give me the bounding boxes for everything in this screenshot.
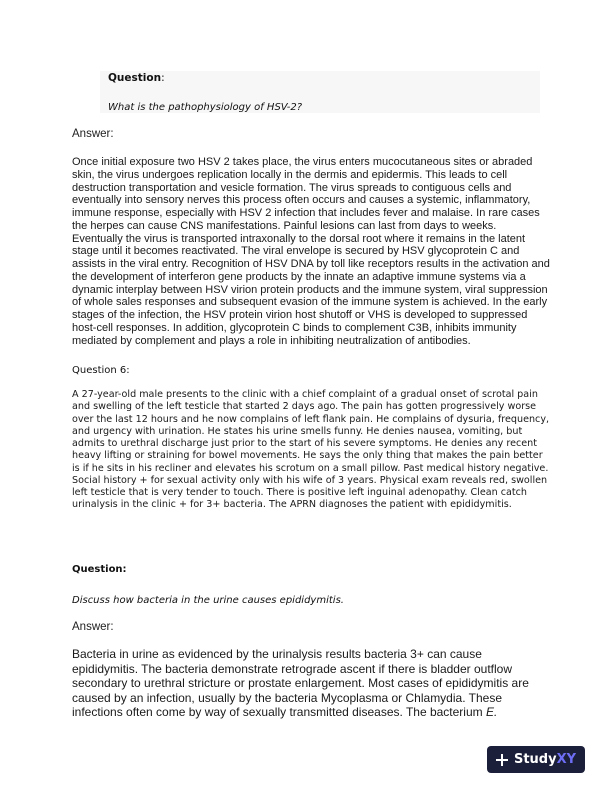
- question-text: What is the pathophysiology of HSV-2?: [108, 102, 303, 113]
- question-2-label: Question:: [72, 564, 127, 575]
- answer-label: Answer:: [72, 128, 114, 140]
- case-description: A 27-year-old male presents to the clinic with a chief complaint of a gradual onset of scrotal pain and swelling of the left testicle that started 2 days ago. The pain has gotten progressively worse over the last 12 hours and he now complains of left flank pain. He complains of dysuria, frequency, and urgency with urination. He states his urine smells funny. He denies nausea, vomiting, but admits to urethral discharge just prior to the start of his severe symptoms. He denies any recent heavy lifting or straining for bowel movements. He says the only thing that makes the pain better is if he sits in his recliner and elevates his scrotum on a small pillow. Past medical history negative. Social history + for sexual activity only with his wife of 3 years. Physical exam reveals red, swollen left testicle that is very tender to touch. There is positive left inguinal adenopathy. Clean catch urinalysis in the clinic + for 3+ bacteria. The APRN diagnoses the patient with epididymitis.: [72, 389, 550, 511]
- answer-2-text: Bacteria in urine as evidenced by the urinalysis results bacteria 3+ can cause epididymitis. The bacteria demonstrate retrograde ascent if there is bladder outflow secondary to urethral stricture or prostate enlargement. Most cases of epididymitis are caused by an infection, usually by the bacteria Mycoplasma or Chlamydia. These infections often come by way of sexually transmitted diseases. The bacterium: [72, 647, 529, 720]
- studyxy-badge[interactable]: [487, 746, 585, 773]
- answer-2-body: [72, 647, 550, 720]
- question-2-text: Discuss how bacteria in the urine causes epididymitis.: [72, 595, 344, 606]
- answer-2-italic: E.: [486, 705, 498, 720]
- plus-icon: [496, 754, 508, 766]
- question-6-label: Question 6:: [72, 365, 130, 376]
- answer-body: Once initial exposure two HSV 2 takes place, the virus enters mucocutaneous sites or abraded skin, the virus undergoes replication locally in the dermis and epidermis. This leads to cell destruction transportation and vesicle formation. The virus spreads to contiguous cells and eventually into sensory nerves this process often occurs and causes a systemic, inflammatory, immune response, especially with HSV 2 infection that includes fever and malaise. In rare cases the herpes can cause CNS manifestations. Painful lesions can last from days to weeks. Eventually the virus is transported intraxonally to the dorsal root where it remains in the latent stage until it becomes reactivated. The viral envelope is secured by HSV glycoprotein C and assists in the viral entry. Recognition of HSV DNA by toll like receptors results in the activation and the development of interferon gene products by the innate an adaptive immune systems via a dynamic interplay between HSV virion protein products and the immune system, viral suppression of whole sales responses and subsequent evasion of the immune system is achieved. In the early stages of the infection, the HSV protein virion host shutoff or VHS is developed to suppressed host-cell responses. In addition, glycoprotein C binds to complement C3B, inhibits immunity mediated by complement and plays a role in inhibiting neutralization of antibodies.: [72, 156, 550, 347]
- brand-name: StudyXY: [513, 752, 577, 767]
- answer-2-label: Answer:: [72, 621, 114, 633]
- question-label: Question:: [108, 72, 165, 84]
